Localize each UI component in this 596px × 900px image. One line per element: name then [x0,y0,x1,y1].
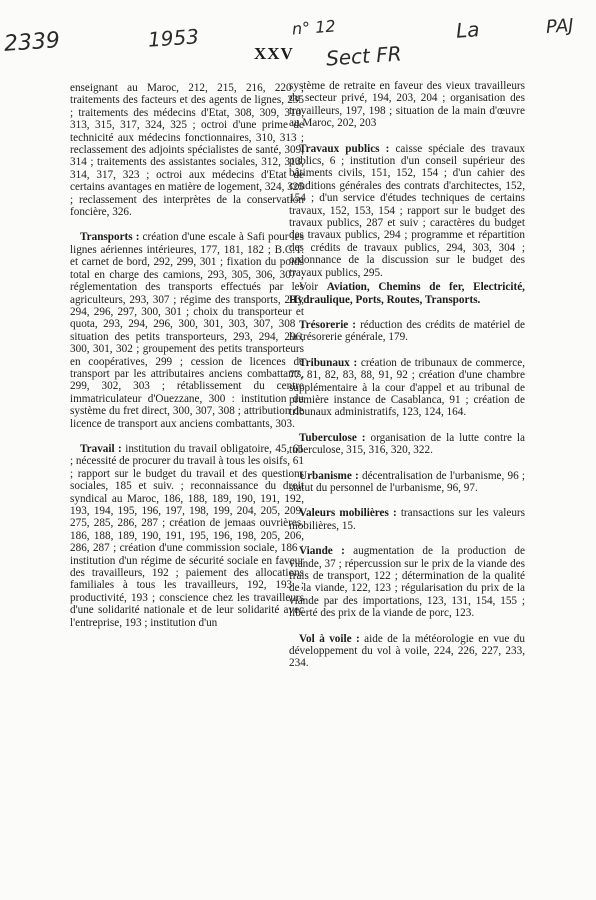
index-entry: Viande : augmentation de la production de viande, 37 ; répercussion sur le prix de la viande des frais de transport, 122 ; détermination de la qualité de la viande, 122, 123 ; régularisation du prix de la viande par des importations, 123, 131, 154, 155 ; liberté des prix de la viande de porc, 123. [289,545,525,620]
handwritten-year: 1953 [147,24,200,52]
see-also-links: Aviation, Chemins de fer, Electricité, Hydraulique, Ports, Routes, Transports. [289,281,525,306]
entry-keyword: Urbanisme : [299,469,359,482]
index-entry: Valeurs mobilières : transactions sur les valeurs mobilières, 15. [289,507,525,532]
handwritten-section: Sect FR [325,41,403,71]
handwritten-number: 2339 [3,28,61,57]
index-entry: Travaux publics : caisse spéciale des travaux publics, 6 ; institution d'un conseil supérieur des bâtiments civils, 151, 152, 154 ; d'un cahier des conditions générales des contrats d'architectes, 152, 154 ; d'un service d'études techniques de certains travaux, 152, 153, 154 ; rapport sur le budget des travaux publics, 287 et suiv ; caractères du budget des travaux publics, 294 ; programme et répartition des crédits de travaux publics, 294, 303, 304 ; ordonnance de la discussion sur le budget des travaux publics, 295. [289,142,526,279]
entry-keyword: Transports : [80,231,140,244]
entry-keyword: Vol à voile : [299,632,360,645]
index-entry: Vol à voile : aide de la météorologie en vue du développement du vol à voile, 224, 226, 227, 233, 234. [289,632,525,670]
index-entry: Tuberculose : organisation de la lutte contre la tuberculose, 315, 316, 320, 322. [289,431,525,457]
index-entry: Urbanisme : décentralisation de l'urbanisme, 96 ; statut du personnel de l'urbanisme, 96, 97. [289,469,525,494]
handwritten-letters: La [455,17,481,43]
left-column [70,82,304,642]
handwritten-corner-mark: PAJ [545,15,575,38]
index-entry: système de retraite en faveur des vieux travailleurs du secteur privé, 194, 203, 204 ; organisation des travailleurs, 197, 198 ; situation de la main d'œuvre au Maroc, 202, 203 [289,80,525,130]
entry-keyword: Travaux publics : [299,142,390,155]
index-entry: enseignant au Maroc, 212, 215, 216, 220 ; traitements des facteurs et des agents de lignes, 235 ; traitements des médecins d'Etat, 308, 309, 310, 313, 315, 317, 324, 325 ; octroi d'une prime de technicité aux médecins fonctionnaires, 310, 313 ; reclassement des adjoints spécialistes de santé, 309, 314 ; traitements des assistantes sociales, 312, 313, 314, 317, 323 ; octroi aux médecins d'Etat de certains avantages en matière de logement, 324, 325 ; reclassement des interprètes de la conservation foncière, 326. [70,82,304,219]
entry-keyword: Viande : [299,545,345,558]
index-entry: Travail : institution du travail obligatoire, 45, 61 ; nécessité de procurer du travail à tous les oisifs, 61 ; rapport sur le budget du travail et des questions sociales, 185 et suiv. ; reconnaissance du droit syndical au Maroc, 186, 188, 189, 190, 191, 192, 193, 194, 195, 196, 197, 198, 199, 204, 205, 209, 275, 285, 286, 287 ; création de jemaas ouvrières, 186, 188, 189, 190, 191, 195, 196, 198, 205, 206, 286, 287 ; création d'une commission sociale, 186 ; institution d'un régime de sécurité sociale en faveur des travailleurs, 192 ; paiement des allocations familiales à tous les travailleurs, 192, 193 ; productivité, 193 ; conscience chez les travailleurs d'une solidarité nationale et de leur solidarité avec l'entreprise, 193 ; institution d'un [70,442,304,629]
entry-keyword: Tuberculose : [299,431,366,444]
index-entry: Transports : création d'une escale à Safi pour les lignes aériennes intérieures, 177, 181, 182 ; B.C.T. et carnet de bord, 292, 299, 301 ; fixation du poids total en charge des camions, 293, 305, 306, 307 ; réglementation des transports effectués par les agriculteurs, 293, 307 ; régime des transports, 293, 294, 296, 297, 300, 301 ; choix du transporteur et quota, 293, 294, 296, 300, 301, 303, 307, 308 ; situation des petits transporteurs, 293, 294, 296, 300, 301, 302 ; groupement des petits transporteurs en coopératives, 299 ; cession de licences de transport par les attributaires anciens combattants, 299, 302, 303 ; rétablissement du centre immatriculateur d'Ouezzane, 300 : institution du système du fret direct, 300, 307, 308 ; attribution de licence de transport aux anciens combattants, 303. [70,231,304,430]
entry-keyword: Travail : [80,442,122,455]
entry-keyword: Tribunaux : [299,356,358,369]
entry-keyword: Trésorerie : [299,318,357,331]
page-number: XXV [254,44,294,63]
index-entry: Trésorerie : réduction des crédits de matériel de la trésorerie générale, 179. [289,318,525,344]
see-also-reference: Voir Aviation, Chemins de fer, Electricité, Hydraulique, Ports, Routes, Transports. [289,281,525,306]
handwritten-issue-number: n° 12 [291,16,337,39]
index-entry: Tribunaux : création de tribunaux de commerce, 77, 81, 82, 83, 88, 91, 92 ; création d'une chambre supplémentaire à la cour d'appel et au tribunal de première instance de Casablanca, 91 ; création de tribunaux administratifs, 123, 124, 164. [289,356,525,419]
entry-keyword: Valeurs mobilières : [299,507,397,520]
right-column [289,80,525,683]
